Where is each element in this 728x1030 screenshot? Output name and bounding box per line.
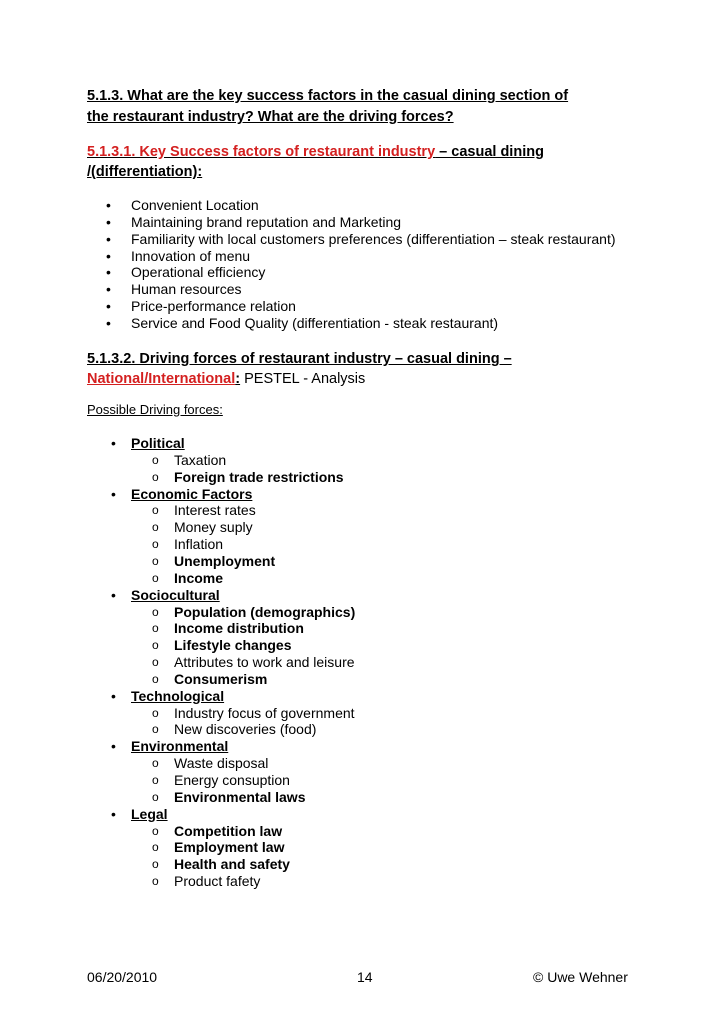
sub-bullet-icon: o	[152, 857, 159, 872]
sub-bullet-icon: o	[152, 773, 159, 787]
sub-bullet-icon: o	[152, 722, 159, 737]
sub-bullet-icon: o	[152, 520, 159, 535]
pestel-sub-item: Inflation	[174, 536, 224, 553]
ksf-item: Operational efficiency	[131, 264, 266, 281]
pestel-sub-item: Employment law	[174, 839, 285, 856]
sub-bullet-icon: o	[152, 823, 159, 838]
ksf-item: Convenient Location	[131, 197, 259, 213]
sub-bullet-icon: o	[152, 604, 159, 619]
bullet-icon: •	[106, 230, 111, 247]
sub-bullet-icon: o	[152, 638, 159, 653]
bullet-icon: •	[111, 805, 116, 822]
pestel-sub-item: Product fafety	[174, 873, 261, 890]
sub-bullet-icon: o	[152, 655, 159, 670]
sub-bullet-icon: o	[152, 874, 159, 889]
pestel-category: Sociocultural	[131, 586, 220, 603]
pestel-category: Economic Factors	[131, 485, 253, 502]
section-heading-line1: 5.1.3. What are the key success factors in the casual dining section of	[87, 88, 569, 104]
footer-page-number: 14	[357, 969, 373, 985]
pestel-sub-item: Industry focus of government	[174, 704, 355, 721]
driving-forces-heading-colon: :	[235, 371, 241, 387]
driving-forces-heading-red: National/International	[87, 371, 236, 387]
pestel-sub-item: Money suply	[174, 519, 253, 536]
ksf-item: Price-performance relation	[131, 298, 296, 315]
pestel-sub-item: Lifestyle changes	[174, 637, 292, 654]
pestel-sub-item: Income distribution	[174, 620, 304, 637]
sub-bullet-icon: o	[152, 503, 159, 518]
bullet-icon: •	[106, 298, 111, 315]
sub-bullet-icon: o	[152, 553, 159, 568]
pestel-category: Legal	[131, 805, 168, 822]
sub-bullet-icon: o	[152, 756, 159, 771]
sub-bullet-icon: o	[152, 705, 159, 720]
footer-copyright: © Uwe Wehner	[533, 969, 628, 985]
pestel-sub-item: Energy consuption	[174, 772, 290, 788]
pestel-sub-item: Foreign trade restrictions	[174, 468, 344, 485]
bullet-icon: •	[111, 738, 116, 755]
sub-bullet-icon: o	[152, 671, 159, 686]
section-heading-line2: the restaurant industry? What are the driving forces?	[87, 109, 454, 125]
possible-driving-forces-label: Possible Driving forces:	[87, 402, 223, 417]
sub-bullet-icon: o	[152, 621, 159, 636]
pestel-sub-item: Income	[174, 569, 224, 586]
ksf-heading-rest: – casual dining	[435, 144, 544, 160]
bullet-icon: •	[111, 485, 116, 502]
bullet-icon: •	[111, 435, 116, 451]
ksf-item: Familiarity with local customers preferences (differentiation – steak restaurant)	[131, 230, 616, 247]
bullet-icon: •	[106, 197, 111, 213]
ksf-heading-line2: /(differentiation):	[87, 164, 203, 180]
pestel-sub-item: Health and safety	[174, 856, 290, 873]
pestel-sub-item: Interest rates	[174, 502, 256, 519]
ksf-item: Innovation of menu	[131, 247, 251, 264]
pestel-sub-item: Unemployment	[174, 552, 276, 569]
driving-forces-heading-line2	[87, 370, 365, 389]
driving-forces-heading-line1: 5.1.3.2. Driving forces of restaurant industry – casual dining –	[87, 351, 512, 367]
pestel-sub-item: Environmental laws	[174, 788, 306, 805]
sub-bullet-icon: o	[152, 452, 159, 467]
bullet-icon: •	[106, 281, 111, 298]
bullet-icon: •	[106, 213, 111, 230]
ksf-item: Human resources	[131, 281, 242, 298]
pestel-sub-item: Population (demographics)	[174, 603, 356, 620]
ksf-heading-line1	[87, 143, 544, 162]
bullet-icon: •	[111, 586, 116, 603]
pestel-sub-item: Waste disposal	[174, 755, 269, 772]
bullet-icon: •	[106, 247, 111, 264]
sub-bullet-icon: o	[152, 537, 159, 552]
bullet-icon: •	[106, 264, 111, 281]
bullet-icon: •	[106, 314, 111, 331]
pestel-sub-item: Competition law	[174, 822, 283, 839]
pestel-sub-item: Consumerism	[174, 670, 268, 687]
sub-bullet-icon: o	[152, 469, 159, 484]
sub-bullet-icon: o	[152, 789, 159, 804]
pestel-category: Environmental	[131, 738, 229, 755]
pestel-sub-item: Taxation	[174, 451, 227, 468]
ksf-item: Maintaining brand reputation and Marketing	[131, 213, 402, 230]
pestel-sub-item: Attributes to work and leisure	[174, 654, 355, 671]
pestel-category: Political	[131, 435, 185, 451]
ksf-heading-red: 5.1.3.1. Key Success factors of restaurant industry	[87, 144, 436, 160]
sub-bullet-icon: o	[152, 840, 159, 855]
ksf-item: Service and Food Quality (differentiation - steak restaurant)	[131, 314, 499, 331]
footer-date: 06/20/2010	[87, 969, 158, 985]
sub-bullet-icon: o	[152, 570, 159, 585]
bullet-icon: •	[111, 687, 116, 704]
pestel-sub-item: New discoveries (food)	[174, 721, 317, 738]
pestel-category: Technological	[131, 687, 225, 704]
driving-forces-heading-suffix: PESTEL - Analysis	[240, 371, 366, 387]
